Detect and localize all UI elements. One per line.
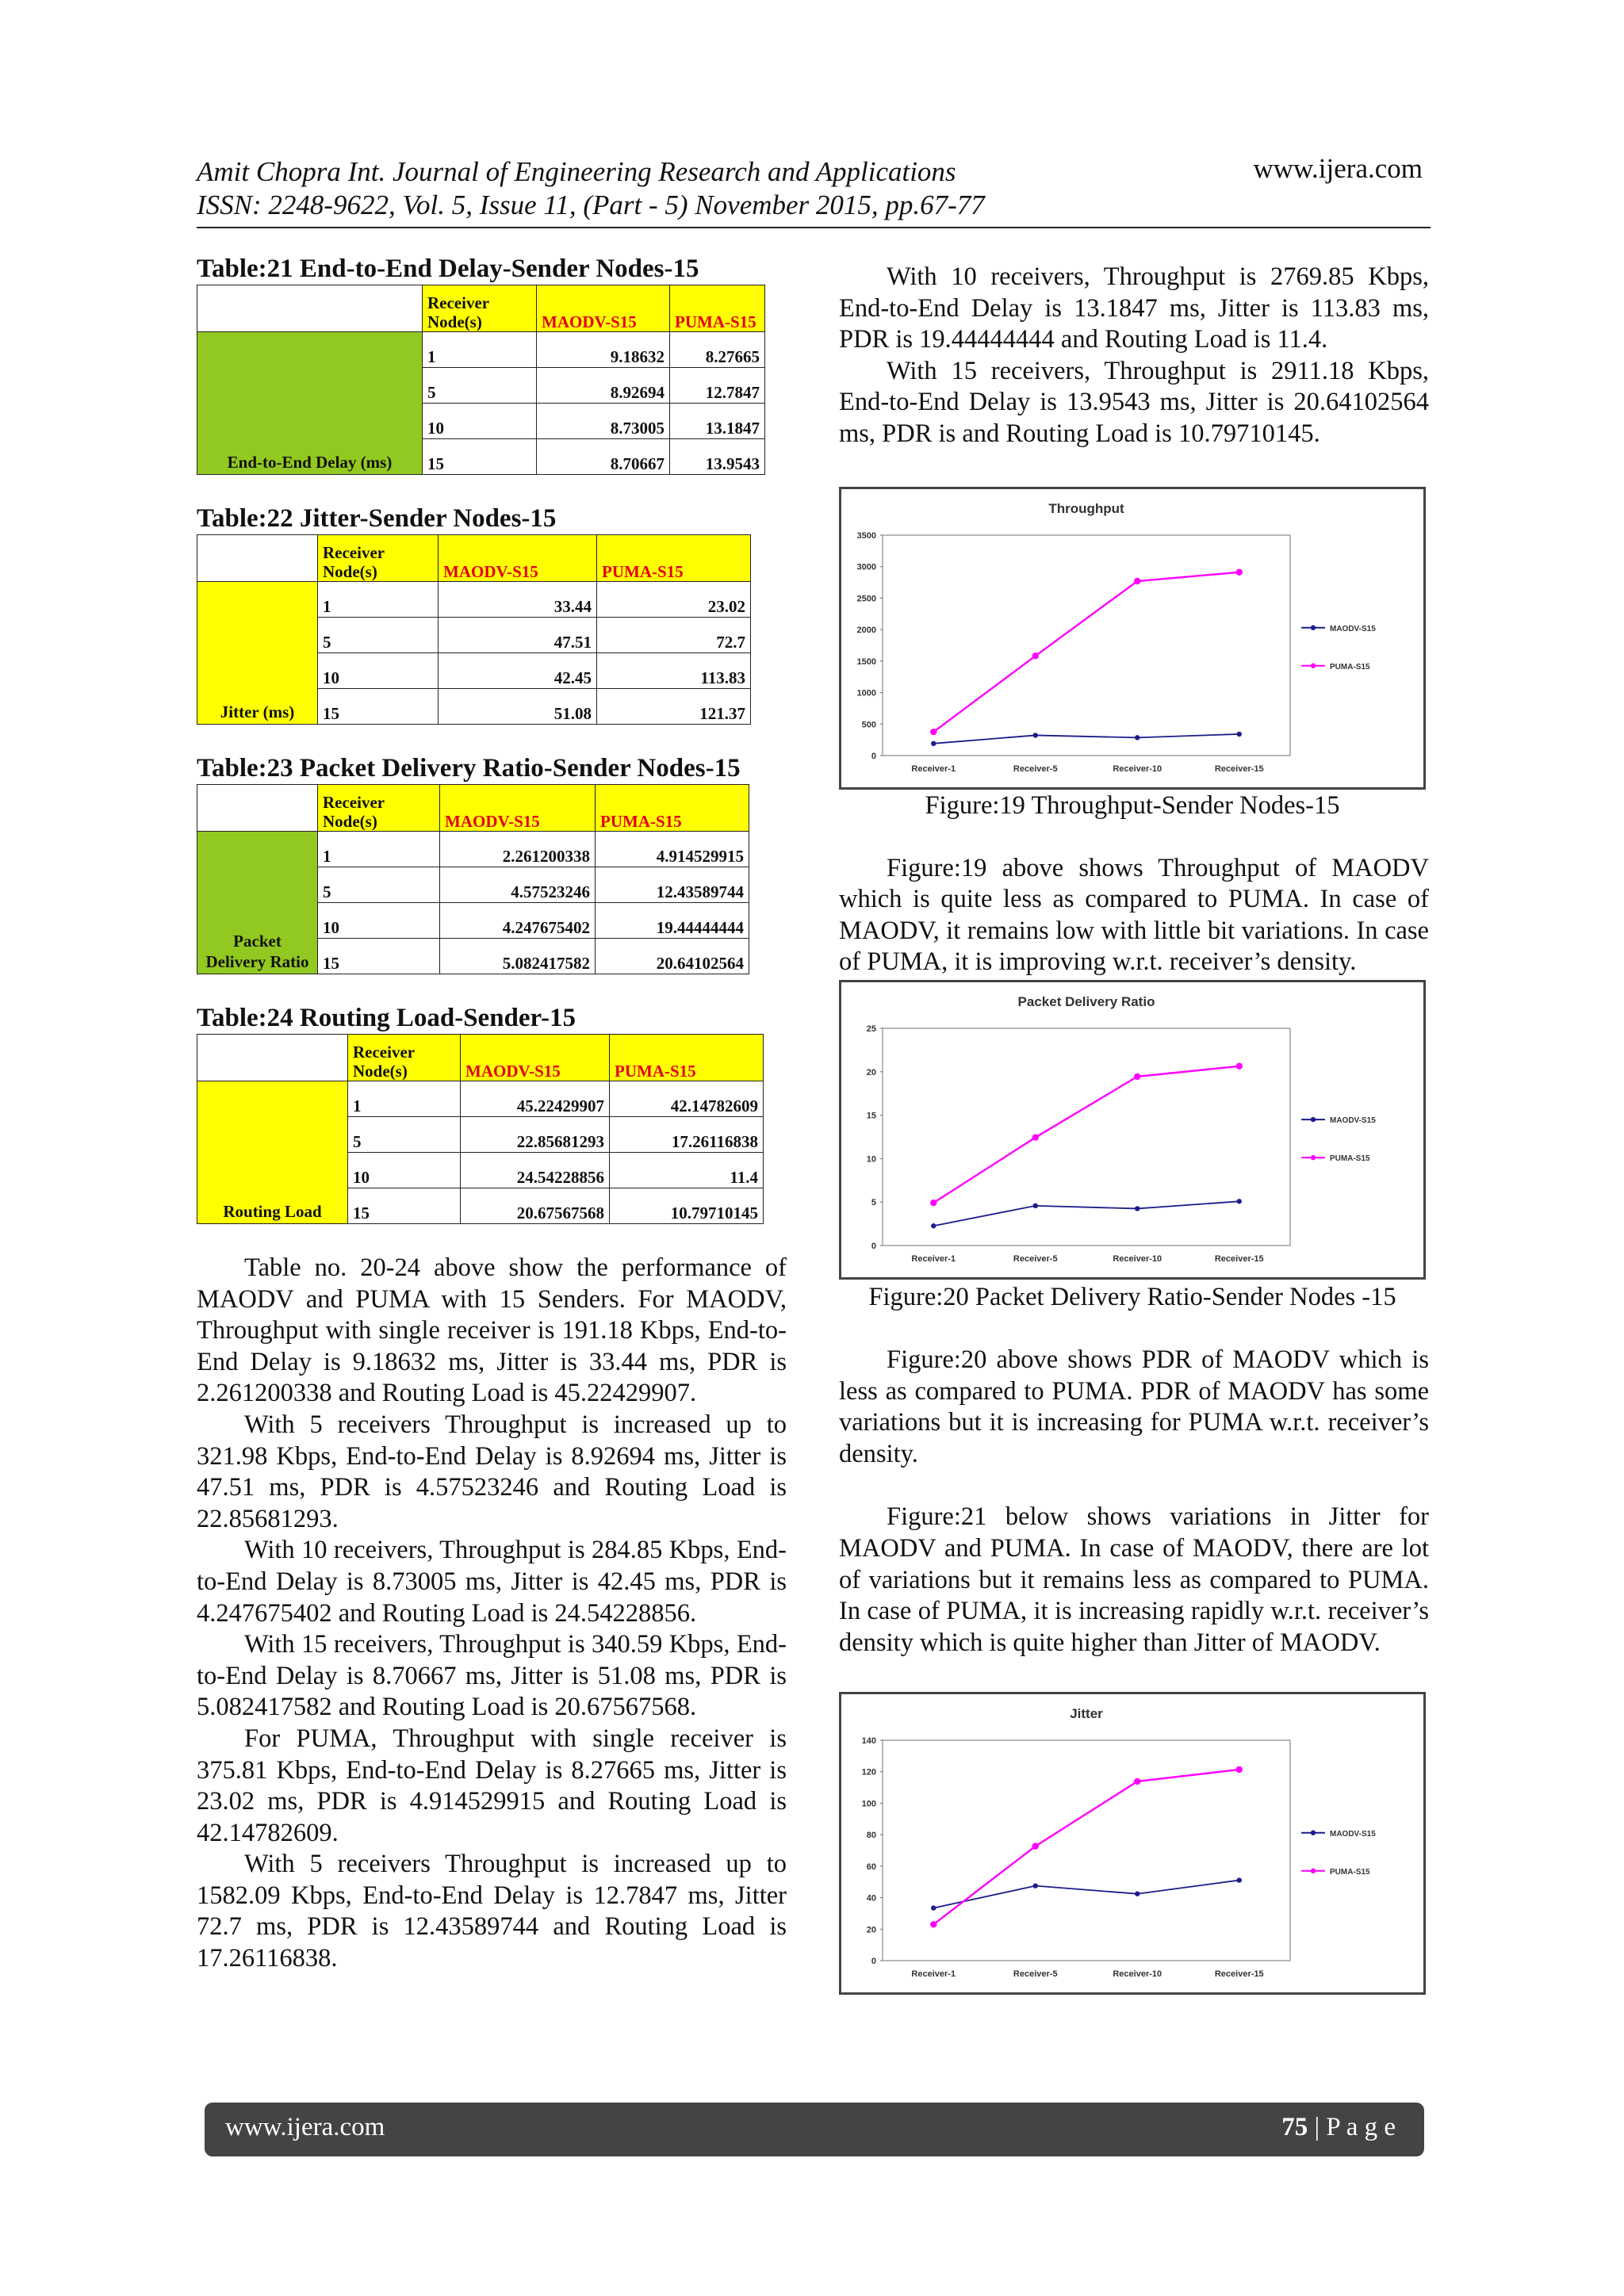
data-point xyxy=(1236,1063,1243,1070)
y-tick-label: 2000 xyxy=(856,625,876,635)
table-block xyxy=(197,254,787,475)
x-tick-label: Receiver-1 xyxy=(911,763,956,774)
chart-title: Throughput xyxy=(1048,500,1124,516)
receiver-count: 10 xyxy=(423,404,537,439)
jitter-chart xyxy=(841,1694,1423,1992)
data-point xyxy=(930,1200,936,1206)
column-header-receiver: Receiver Node(s) xyxy=(318,785,440,832)
puma-value: 19.44444444 xyxy=(596,903,749,939)
table-block xyxy=(197,503,787,725)
maodv-value: 2.261200338 xyxy=(440,832,596,867)
y-tick-label: 100 xyxy=(861,1799,876,1809)
maodv-value: 8.70667 xyxy=(537,439,670,475)
data-point xyxy=(1135,1892,1139,1896)
legend-marker xyxy=(1311,1155,1316,1160)
table-row xyxy=(197,582,751,618)
page-number-value: 75 xyxy=(1281,2113,1308,2141)
y-tick-label: 5 xyxy=(871,1198,876,1208)
puma-value: 13.1847 xyxy=(670,404,765,439)
receiver-count: 15 xyxy=(348,1188,461,1224)
table-corner xyxy=(197,1035,348,1081)
paragraph: With 10 receivers, Throughput is 284.85 Kbps, End-to-End Delay is 8.73005 ms, Jitter is 42.45 ms, PDR is 4.247675402 and Routing Load is 24.54228856. xyxy=(197,1536,787,1628)
paragraph: With 5 receivers Throughput is increased up to 321.98 Kbps, End-to-End Delay is 8.92694 ms, Jitter is 47.51 ms, PDR is 4.57523246 and Routing Load is 22.85681293. xyxy=(197,1410,787,1533)
figure-21-jitter xyxy=(839,1692,1426,1995)
legend-marker xyxy=(1311,1117,1316,1122)
receiver-count: 15 xyxy=(423,439,537,475)
column-header-puma: PUMA-S15 xyxy=(596,785,749,832)
data-point xyxy=(1134,1778,1140,1785)
data-table xyxy=(197,534,751,725)
maodv-value: 45.22429907 xyxy=(461,1081,610,1117)
paragraph: With 10 receivers, Throughput is 2769.85 Kbps, End-to-End Delay is 13.1847 ms, Jitter is 113.83 ms, PDR is 19.44444444 and Routing Load is 11.4. xyxy=(839,262,1429,354)
legend-label: PUMA-S15 xyxy=(1330,1154,1370,1164)
table-corner xyxy=(197,535,318,582)
maodv-value: 42.45 xyxy=(439,653,597,689)
figure-20-pdr xyxy=(839,980,1426,1280)
figure-20-caption: Figure:20 Packet Delivery Ratio-Sender Nodes -15 xyxy=(868,1282,1396,1311)
y-tick-label: 20 xyxy=(866,1067,876,1077)
x-tick-label: Receiver-5 xyxy=(1013,763,1058,774)
table-row xyxy=(197,1081,764,1117)
maodv-value: 4.247675402 xyxy=(440,903,596,939)
table-block xyxy=(197,1003,787,1224)
maodv-value: 22.85681293 xyxy=(461,1117,610,1153)
puma-value: 20.64102564 xyxy=(596,939,749,974)
right-column xyxy=(839,262,1429,1995)
column-header-puma: PUMA-S15 xyxy=(597,535,751,582)
data-table xyxy=(197,1034,764,1224)
column-header-maodv: MAODV-S15 xyxy=(537,285,670,332)
y-tick-label: 500 xyxy=(861,719,876,729)
maodv-value: 8.92694 xyxy=(537,368,670,404)
data-point xyxy=(931,1906,936,1911)
x-tick-label: Receiver-15 xyxy=(1214,763,1264,774)
legend-marker xyxy=(1311,625,1316,629)
data-point xyxy=(1237,731,1242,736)
receiver-count: 15 xyxy=(318,689,439,725)
paragraph: With 15 receivers, Throughput is 2911.18 Kbps, End-to-End Delay is 13.9543 ms, Jitter is 20.64102564 ms, PDR is and Routing Load is 10.79710145. xyxy=(839,356,1429,448)
legend-label: MAODV-S15 xyxy=(1330,1116,1376,1126)
page-number xyxy=(1281,2113,1396,2142)
paragraph: For PUMA, Throughput with single receiver is 375.81 Kbps, End-to-End Delay is 8.27665 ms, Jitter is 23.02 ms, PDR is 4.914529915 and Routing Load is 42.14782609. xyxy=(197,1724,787,1847)
column-header-puma: PUMA-S15 xyxy=(670,285,765,332)
data-point xyxy=(1236,568,1243,575)
paragraph: With 15 receivers, Throughput is 340.59 Kbps, End-to-End Delay is 8.70667 ms, Jitter is 51.08 ms, PDR is 5.082417582 and Routing Load is 20.67567568. xyxy=(197,1630,787,1722)
receiver-count: 5 xyxy=(318,618,439,653)
x-tick-label: Receiver-10 xyxy=(1113,1253,1162,1264)
data-point xyxy=(1135,735,1139,740)
x-tick-label: Receiver-10 xyxy=(1113,763,1162,774)
metric-label: End-to-End Delay (ms) xyxy=(197,332,423,475)
paragraph: With 5 receivers Throughput is increased up to 1582.09 Kbps, End-to-End Delay is 12.7847 ms, Jitter 72.7 ms, PDR is 12.43589744 and Routing Load is 17.26116838. xyxy=(197,1850,787,1973)
y-tick-label: 1500 xyxy=(856,656,876,667)
receiver-count: 10 xyxy=(318,653,439,689)
data-point xyxy=(1134,577,1140,584)
x-tick-label: Receiver-5 xyxy=(1013,1253,1058,1264)
puma-value: 4.914529915 xyxy=(596,832,749,867)
receiver-count: 10 xyxy=(348,1153,461,1188)
legend-marker xyxy=(1311,1831,1316,1835)
paragraph: Table no. 20-24 above show the performance of MAODV and PUMA with 15 Senders. For MAODV, Throughput with single receiver is 191.18 Kbps, End-to-End Delay is 9.18632 ms, Jitter is 33.44 ms, PDR is 2.261200338 and Routing Load is 45.22429907. xyxy=(197,1253,787,1408)
puma-value: 13.9543 xyxy=(670,439,765,475)
column-header-maodv: MAODV-S15 xyxy=(461,1035,610,1081)
x-tick-label: Receiver-1 xyxy=(911,1253,956,1264)
metric-label: Jitter (ms) xyxy=(197,582,318,725)
table-corner xyxy=(197,785,318,832)
receiver-count: 5 xyxy=(423,368,537,404)
maodv-value: 24.54228856 xyxy=(461,1153,610,1188)
puma-value: 42.14782609 xyxy=(610,1081,764,1117)
y-tick-label: 20 xyxy=(866,1925,876,1935)
figure-19-throughput xyxy=(839,487,1426,790)
table-title: Table:23 Packet Delivery Ratio-Sender Nodes-15 xyxy=(197,754,741,783)
tables-container xyxy=(197,254,787,1224)
data-point xyxy=(1135,1206,1139,1211)
puma-value: 121.37 xyxy=(597,689,751,725)
metric-label: Packet Delivery Ratio xyxy=(197,832,318,974)
receiver-count: 5 xyxy=(318,867,440,903)
metric-label: Routing Load xyxy=(197,1081,348,1224)
chart-title: Jitter xyxy=(1070,1706,1103,1722)
y-tick-label: 15 xyxy=(866,1111,876,1121)
legend-marker xyxy=(1311,1869,1316,1873)
header-url[interactable]: www.ijera.com xyxy=(1253,153,1423,184)
maodv-value: 20.67567568 xyxy=(461,1188,610,1224)
maodv-value: 9.18632 xyxy=(537,332,670,368)
legend-label: MAODV-S15 xyxy=(1330,624,1376,633)
table-title: Table:24 Routing Load-Sender-15 xyxy=(197,1004,576,1032)
receiver-count: 1 xyxy=(318,582,439,618)
data-point xyxy=(1032,652,1039,659)
data-point xyxy=(1032,1134,1039,1140)
plot-area xyxy=(883,1028,1290,1246)
puma-value: 12.43589744 xyxy=(596,867,749,903)
y-tick-label: 3500 xyxy=(856,530,876,541)
x-tick-label: Receiver-15 xyxy=(1214,1253,1264,1264)
column-header-receiver: Receiver Node(s) xyxy=(348,1035,461,1081)
receiver-count: 1 xyxy=(423,332,537,368)
paragraph: Figure:20 above shows PDR of MAODV which is less as compared to PUMA. PDR of MAODV has some variations but it is increasing for PUMA w.r.t. receiver’s density. xyxy=(839,1345,1429,1468)
data-point xyxy=(1033,1203,1038,1208)
pdr-chart xyxy=(841,982,1423,1277)
y-tick-label: 2500 xyxy=(856,593,876,603)
paragraph: Figure:19 above shows Throughput of MAODV which is quite less as compared to PUMA. In case of MAODV, it remains low with little bit variations. In case of PUMA, it is improving w.r.t. receiver’s density. xyxy=(839,853,1429,977)
receiver-count: 10 xyxy=(318,903,440,939)
plot-area xyxy=(883,1740,1290,1961)
legend-label: MAODV-S15 xyxy=(1330,1830,1376,1839)
maodv-value: 47.51 xyxy=(439,618,597,653)
x-tick-label: Receiver-15 xyxy=(1214,1969,1264,1980)
data-point xyxy=(1134,1073,1140,1080)
puma-value: 17.26116838 xyxy=(610,1117,764,1153)
data-point xyxy=(1032,1843,1039,1850)
data-point xyxy=(1236,1766,1243,1773)
y-tick-label: 80 xyxy=(866,1831,876,1841)
footer-bar xyxy=(205,2103,1424,2156)
puma-value: 12.7847 xyxy=(670,368,765,404)
y-tick-label: 120 xyxy=(861,1767,876,1777)
puma-value: 113.83 xyxy=(597,653,751,689)
y-tick-label: 60 xyxy=(866,1862,876,1873)
table-corner xyxy=(197,285,423,332)
figure-19-caption: Figure:19 Throughput-Sender Nodes-15 xyxy=(925,790,1340,820)
puma-value: 10.79710145 xyxy=(610,1188,764,1224)
puma-value: 11.4 xyxy=(610,1153,764,1188)
plot-area xyxy=(883,535,1290,756)
legend-label: PUMA-S15 xyxy=(1330,1868,1370,1877)
x-tick-label: Receiver-5 xyxy=(1013,1969,1058,1980)
receiver-count: 1 xyxy=(318,832,440,867)
table-title: Table:21 End-to-End Delay-Sender Nodes-15 xyxy=(197,254,699,283)
data-table xyxy=(197,285,765,475)
table-row xyxy=(197,832,749,867)
column-header-maodv: MAODV-S15 xyxy=(440,785,596,832)
y-tick-label: 0 xyxy=(871,1957,876,1967)
y-tick-label: 0 xyxy=(871,1241,876,1251)
y-tick-label: 1000 xyxy=(856,688,876,698)
legend-marker xyxy=(1311,663,1316,668)
y-tick-label: 140 xyxy=(861,1736,876,1747)
left-column xyxy=(197,254,787,1975)
receiver-count: 1 xyxy=(348,1081,461,1117)
data-point xyxy=(1237,1878,1242,1883)
puma-value: 23.02 xyxy=(597,582,751,618)
left-body-text xyxy=(197,1253,787,1975)
column-header-receiver: Receiver Node(s) xyxy=(318,535,439,582)
data-table xyxy=(197,784,749,974)
issn-line: ISSN: 2248-9622, Vol. 5, Issue 11, (Part - 5) November 2015, pp.67-77 xyxy=(197,189,985,220)
x-tick-label: Receiver-10 xyxy=(1113,1969,1162,1980)
maodv-value: 4.57523246 xyxy=(440,867,596,903)
data-point xyxy=(930,729,936,735)
table-row xyxy=(197,332,765,368)
paragraph: Figure:21 below shows variations in Jitter for MAODV and PUMA. In case of MAODV, there are lot of variations but it remains less as compared to PUMA. In case of PUMA, it is increasing rapidly w.r.t. receiver’s density which is quite higher than Jitter of MAODV. xyxy=(839,1502,1429,1657)
chart-title: Packet Delivery Ratio xyxy=(1017,993,1155,1009)
data-point xyxy=(931,740,936,745)
table-title: Table:22 Jitter-Sender Nodes-15 xyxy=(197,504,557,533)
column-header-receiver: Receiver Node(s) xyxy=(423,285,537,332)
y-tick-label: 10 xyxy=(866,1154,876,1165)
page-label: | P a g e xyxy=(1308,2113,1396,2141)
maodv-value: 51.08 xyxy=(439,689,597,725)
y-tick-label: 25 xyxy=(866,1024,876,1034)
throughput-chart xyxy=(841,489,1423,787)
data-point xyxy=(1033,1884,1038,1888)
puma-value: 72.7 xyxy=(597,618,751,653)
footer-url[interactable]: www.ijera.com xyxy=(225,2113,385,2141)
journal-title: Amit Chopra Int. Journal of Engineering Research and Applications xyxy=(197,156,956,187)
data-point xyxy=(931,1223,936,1228)
maodv-value: 8.73005 xyxy=(537,404,670,439)
maodv-value: 5.082417582 xyxy=(440,939,596,974)
maodv-value: 33.44 xyxy=(439,582,597,618)
data-point xyxy=(930,1921,936,1927)
x-tick-label: Receiver-1 xyxy=(911,1969,956,1980)
data-point xyxy=(1237,1199,1242,1203)
legend-label: PUMA-S15 xyxy=(1330,662,1370,672)
y-tick-label: 3000 xyxy=(856,562,876,572)
column-header-maodv: MAODV-S15 xyxy=(439,535,597,582)
column-header-puma: PUMA-S15 xyxy=(610,1035,764,1081)
header-rule xyxy=(197,227,1431,228)
puma-value: 8.27665 xyxy=(670,332,765,368)
data-point xyxy=(1033,733,1038,737)
y-tick-label: 40 xyxy=(866,1893,876,1904)
receiver-count: 5 xyxy=(348,1117,461,1153)
receiver-count: 15 xyxy=(318,939,440,974)
table-block xyxy=(197,753,787,974)
y-tick-label: 0 xyxy=(871,751,876,761)
